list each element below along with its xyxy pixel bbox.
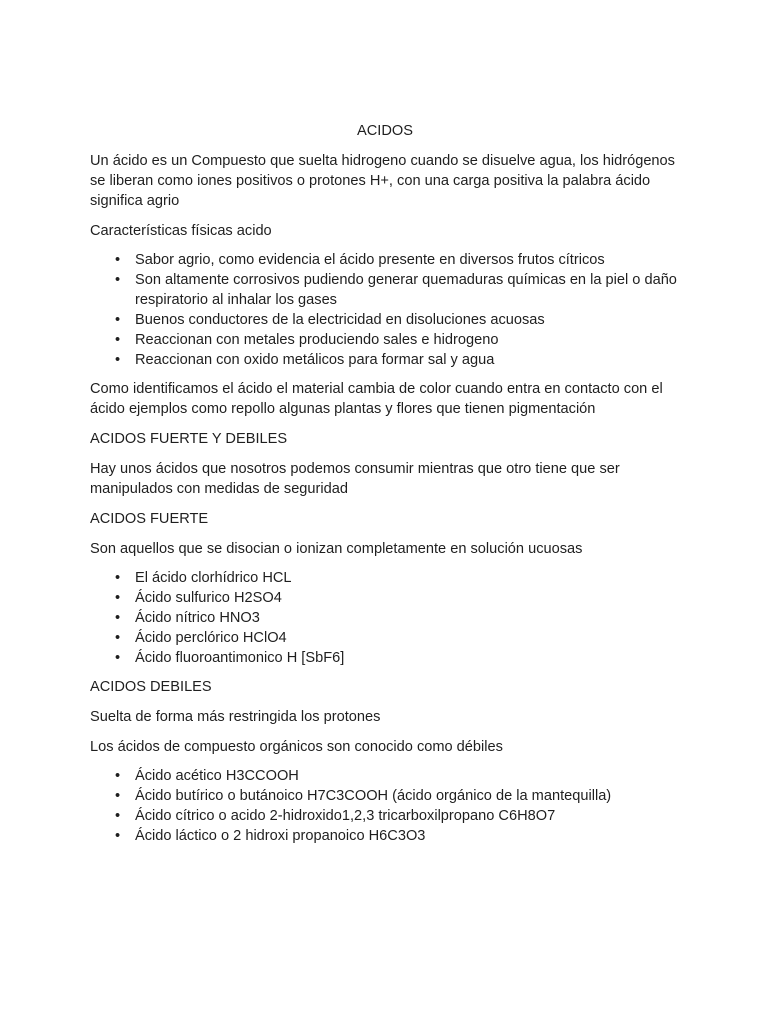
bullet-icon: • xyxy=(115,610,121,626)
fuerte-paragraph: Son aquellos que se disocian o ionizan completamente en solución ucuosas xyxy=(90,541,583,557)
bullet-icon: • xyxy=(115,630,121,646)
caracteristicas-list xyxy=(90,250,680,370)
list-item-text: Ácido sulfurico H2SO4 xyxy=(135,590,282,606)
list-item xyxy=(90,310,680,330)
list-item-text: Sabor agrio, como evidencia el ácido presente en diversos frutos cítricos xyxy=(135,252,605,268)
list-item-text: Reaccionan con oxido metálicos para formar sal y agua xyxy=(135,352,495,368)
list-item-text: Son altamente corrosivos pudiendo generar quemaduras químicas en la piel o daño respiratorio al inhalar los gases xyxy=(135,272,677,308)
list-item-text: Buenos conductores de la electricidad en disoluciones acuosas xyxy=(135,312,545,328)
list-item xyxy=(90,250,680,270)
list-item xyxy=(90,608,680,628)
caracteristicas-heading: Características físicas acido xyxy=(90,223,272,239)
fuerte-list xyxy=(90,568,680,668)
list-item-text: Ácido butírico o butánoico H7C3COOH (ácido orgánico de la mantequilla) xyxy=(135,788,612,804)
list-item xyxy=(90,628,680,648)
bullet-icon: • xyxy=(115,312,121,328)
list-item xyxy=(90,766,680,786)
bullet-icon: • xyxy=(115,570,121,586)
bullet-icon: • xyxy=(115,332,121,348)
identificacion-paragraph: Como identificamos el ácido el material cambia de color cuando entra en contacto con el ácido ejemplos como repollo algunas plantas y flores que tienen pigmentación xyxy=(90,381,663,417)
list-item xyxy=(90,568,680,588)
bullet-icon: • xyxy=(115,650,121,666)
debiles-paragraph-2: Los ácidos de compuesto orgánicos son conocido como débiles xyxy=(90,739,503,755)
bullet-icon: • xyxy=(115,788,121,804)
debiles-heading: ACIDOS DEBILES xyxy=(90,679,212,695)
list-item xyxy=(90,826,680,846)
list-item-text: Ácido fluoroantimonico H [SbF6] xyxy=(135,650,345,666)
bullet-icon: • xyxy=(115,590,121,606)
list-item-text: Reaccionan con metales produciendo sales e hidrogeno xyxy=(135,332,499,348)
list-item xyxy=(90,330,680,350)
bullet-icon: • xyxy=(115,272,121,288)
list-item xyxy=(90,786,680,806)
document-page xyxy=(90,121,680,855)
bullet-icon: • xyxy=(115,828,121,844)
list-item xyxy=(90,350,680,370)
debiles-paragraph-1: Suelta de forma más restringida los protones xyxy=(90,709,381,725)
list-item-text: Ácido perclórico HClO4 xyxy=(135,630,287,646)
debiles-list xyxy=(90,766,680,846)
list-item-text: Ácido nítrico HNO3 xyxy=(135,610,260,626)
bullet-icon: • xyxy=(115,768,121,784)
document-title: ACIDOS xyxy=(357,123,413,139)
list-item xyxy=(90,648,680,668)
fuerte-heading: ACIDOS FUERTE xyxy=(90,511,209,527)
bullet-icon: • xyxy=(115,352,121,368)
fuerte-debiles-paragraph: Hay unos ácidos que nosotros podemos consumir mientras que otro tiene que ser manipulados con medidas de seguridad xyxy=(90,461,620,497)
list-item xyxy=(90,588,680,608)
bullet-icon: • xyxy=(115,808,121,824)
list-item-text: Ácido láctico o 2 hidroxi propanoico H6C3O3 xyxy=(135,828,426,844)
list-item-text: El ácido clorhídrico HCL xyxy=(135,570,292,586)
list-item xyxy=(90,806,680,826)
fuerte-debiles-heading: ACIDOS FUERTE Y DEBILES xyxy=(90,431,288,447)
list-item xyxy=(90,270,680,310)
bullet-icon: • xyxy=(115,252,121,268)
intro-paragraph: Un ácido es un Compuesto que suelta hidrogeno cuando se disuelve agua, los hidrógenos se liberan como iones positivos o protones H+, con una carga positiva la palabra ácido significa agrio xyxy=(90,153,675,209)
list-item-text: Ácido acético H3CCOOH xyxy=(135,768,299,784)
list-item-text: Ácido cítrico o acido 2-hidroxido1,2,3 tricarboxilpropano C6H8O7 xyxy=(135,808,556,824)
